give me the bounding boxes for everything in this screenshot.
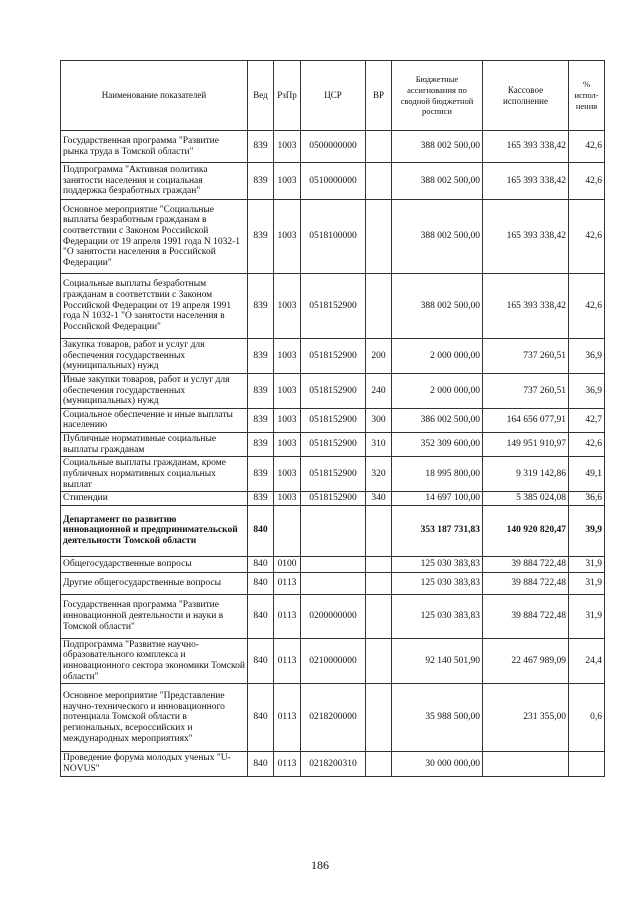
cell-rzpr: 1003 <box>274 433 301 457</box>
cell-ved: 839 <box>248 373 274 408</box>
cell-csr: 0510000000 <box>301 163 366 200</box>
cell-pct: 42,6 <box>569 163 605 200</box>
cell-cash: 165 393 338,42 <box>483 163 569 200</box>
cell-csr: 0518152900 <box>301 433 366 457</box>
cell-ved: 839 <box>248 457 274 492</box>
cell-budget: 125 030 383,83 <box>392 556 483 572</box>
cell-budget: 18 995 800,00 <box>392 457 483 492</box>
cell-csr: 0518152900 <box>301 274 366 339</box>
header-csr: ЦСР <box>301 61 366 131</box>
table-row <box>61 200 605 274</box>
cell-budget: 92 140 501,90 <box>392 638 483 684</box>
cell-csr: 0518152900 <box>301 457 366 492</box>
header-pct: % испол- нения <box>569 61 605 131</box>
cell-pct: 0,6 <box>569 684 605 752</box>
cell-budget: 35 988 500,00 <box>392 684 483 752</box>
cell-rzpr: 0113 <box>274 572 301 594</box>
cell-cash: 737 260,51 <box>483 339 569 374</box>
cell-pct: 42,6 <box>569 274 605 339</box>
cell-rzpr: 0113 <box>274 752 301 776</box>
header-budget: Бюджетные ассигнования по сводной бюджетной росписи <box>392 61 483 131</box>
cell-name: Проведение форума молодых ученых "U-NOVUS" <box>61 752 248 776</box>
cell-pct: 36,9 <box>569 339 605 374</box>
cell-name: Государственная программа "Развитие рынка труда в Томской области" <box>61 131 248 163</box>
cell-vr <box>366 163 392 200</box>
cell-ved: 840 <box>248 572 274 594</box>
cell-budget: 388 002 500,00 <box>392 163 483 200</box>
cell-name: Социальное обеспечение и иные выплаты населению <box>61 408 248 432</box>
cell-csr: 0210000000 <box>301 638 366 684</box>
table-row <box>61 684 605 752</box>
cell-pct: 49,1 <box>569 457 605 492</box>
cell-pct: 31,9 <box>569 594 605 638</box>
cell-ved: 840 <box>248 684 274 752</box>
cell-cash: 140 920 820,47 <box>483 505 569 556</box>
cell-vr: 200 <box>366 339 392 374</box>
table-row <box>61 572 605 594</box>
header-name: Наименование показателей <box>61 61 248 131</box>
cell-csr <box>301 505 366 556</box>
cell-budget: 30 000 000,00 <box>392 752 483 776</box>
budget-table <box>60 60 605 777</box>
cell-budget: 386 002 500,00 <box>392 408 483 432</box>
cell-name: Подпрограмма "Активная политика занятости населения и социальная поддержка безработных граждан" <box>61 163 248 200</box>
cell-name: Подпрограмма "Развитие научно-образовательного комплекса и инновационного сектора экономики Томской области" <box>61 638 248 684</box>
cell-rzpr: 1003 <box>274 163 301 200</box>
table-row <box>61 752 605 776</box>
cell-vr: 340 <box>366 492 392 506</box>
cell-csr: 0218200310 <box>301 752 366 776</box>
cell-cash: 39 884 722,48 <box>483 594 569 638</box>
cell-vr <box>366 594 392 638</box>
table-row <box>61 339 605 374</box>
cell-rzpr <box>274 505 301 556</box>
cell-cash: 39 884 722,48 <box>483 572 569 594</box>
cell-vr <box>366 505 392 556</box>
cell-name: Основное мероприятие "Представление научно-технического и инновационного потенциала Томской области в региональных, всероссийских и международных мероприятиях" <box>61 684 248 752</box>
cell-cash <box>483 752 569 776</box>
cell-pct: 36,9 <box>569 373 605 408</box>
cell-cash: 5 385 024,08 <box>483 492 569 506</box>
cell-pct: 36,6 <box>569 492 605 506</box>
header-cash: Кассовое исполнение <box>483 61 569 131</box>
page-number: 186 <box>311 858 329 872</box>
cell-ved: 840 <box>248 752 274 776</box>
cell-ved: 840 <box>248 594 274 638</box>
cell-vr: 320 <box>366 457 392 492</box>
cell-cash: 165 393 338,42 <box>483 200 569 274</box>
cell-vr <box>366 752 392 776</box>
cell-rzpr: 0113 <box>274 684 301 752</box>
cell-cash: 164 656 077,91 <box>483 408 569 432</box>
table-row <box>61 433 605 457</box>
cell-rzpr: 0100 <box>274 556 301 572</box>
cell-csr: 0500000000 <box>301 131 366 163</box>
cell-name: Стипендии <box>61 492 248 506</box>
cell-cash: 39 884 722,48 <box>483 556 569 572</box>
cell-ved: 840 <box>248 638 274 684</box>
cell-rzpr: 1003 <box>274 492 301 506</box>
cell-rzpr: 1003 <box>274 200 301 274</box>
cell-pct: 42,6 <box>569 200 605 274</box>
cell-budget: 352 309 600,00 <box>392 433 483 457</box>
cell-rzpr: 0113 <box>274 638 301 684</box>
cell-ved: 840 <box>248 556 274 572</box>
cell-budget: 125 030 383,83 <box>392 572 483 594</box>
cell-budget: 14 697 100,00 <box>392 492 483 506</box>
header-rzpr: РзПр <box>274 61 301 131</box>
table-row <box>61 492 605 506</box>
cell-rzpr: 0113 <box>274 594 301 638</box>
table-row <box>61 408 605 432</box>
cell-name: Закупка товаров, работ и услуг для обеспечения государственных (муниципальных) нужд <box>61 339 248 374</box>
table-row <box>61 457 605 492</box>
cell-csr <box>301 572 366 594</box>
cell-vr: 240 <box>366 373 392 408</box>
cell-budget: 2 000 000,00 <box>392 373 483 408</box>
cell-name: Государственная программа "Развитие инновационной деятельности и науки в Томской области" <box>61 594 248 638</box>
cell-rzpr: 1003 <box>274 131 301 163</box>
cell-budget: 388 002 500,00 <box>392 274 483 339</box>
cell-pct: 31,9 <box>569 556 605 572</box>
table-row <box>61 505 605 556</box>
cell-budget: 125 030 383,83 <box>392 594 483 638</box>
table-row <box>61 274 605 339</box>
cell-vr <box>366 274 392 339</box>
cell-csr: 0518100000 <box>301 200 366 274</box>
cell-name: Основное мероприятие "Социальные выплаты безработным гражданам в соответствии с Законом Российской Федерации от 19 апреля 1991 года N 1032-1 "О занятости населения в Российской Федерации" <box>61 200 248 274</box>
cell-cash: 22 467 989,09 <box>483 638 569 684</box>
cell-csr: 0518152900 <box>301 373 366 408</box>
cell-name: Департамент по развитию инновационной и предпринимательской деятельности Томской области <box>61 505 248 556</box>
cell-name: Социальные выплаты гражданам, кроме публичных нормативных социальных выплат <box>61 457 248 492</box>
cell-vr: 300 <box>366 408 392 432</box>
cell-ved: 839 <box>248 492 274 506</box>
cell-ved: 839 <box>248 131 274 163</box>
cell-pct: 42,6 <box>569 433 605 457</box>
cell-cash: 165 393 338,42 <box>483 131 569 163</box>
header-vr: ВР <box>366 61 392 131</box>
cell-ved: 839 <box>248 408 274 432</box>
cell-pct: 42,6 <box>569 131 605 163</box>
cell-name: Иные закупки товаров, работ и услуг для обеспечения государственных (муниципальных) нужд <box>61 373 248 408</box>
cell-pct: 42,7 <box>569 408 605 432</box>
table-row <box>61 594 605 638</box>
cell-ved: 839 <box>248 433 274 457</box>
cell-cash: 149 951 910,97 <box>483 433 569 457</box>
header-ved: Вед <box>248 61 274 131</box>
cell-ved: 839 <box>248 274 274 339</box>
cell-name: Общегосударственные вопросы <box>61 556 248 572</box>
cell-vr <box>366 556 392 572</box>
cell-pct: 24,4 <box>569 638 605 684</box>
table-row <box>61 638 605 684</box>
cell-ved: 839 <box>248 200 274 274</box>
cell-csr: 0518152900 <box>301 492 366 506</box>
cell-ved: 840 <box>248 505 274 556</box>
cell-rzpr: 1003 <box>274 339 301 374</box>
cell-cash: 9 319 142,86 <box>483 457 569 492</box>
cell-vr <box>366 638 392 684</box>
cell-pct: 39,9 <box>569 505 605 556</box>
cell-pct: 31,9 <box>569 572 605 594</box>
cell-cash: 737 260,51 <box>483 373 569 408</box>
cell-cash: 165 393 338,42 <box>483 274 569 339</box>
cell-csr: 0518152900 <box>301 408 366 432</box>
cell-ved: 839 <box>248 339 274 374</box>
cell-budget: 2 000 000,00 <box>392 339 483 374</box>
table-row <box>61 373 605 408</box>
cell-cash: 231 355,00 <box>483 684 569 752</box>
cell-vr <box>366 684 392 752</box>
table-row <box>61 556 605 572</box>
table-row <box>61 131 605 163</box>
cell-csr: 0200000000 <box>301 594 366 638</box>
cell-csr <box>301 556 366 572</box>
cell-csr: 0218200000 <box>301 684 366 752</box>
cell-csr: 0518152900 <box>301 339 366 374</box>
table-header-row <box>61 61 605 131</box>
cell-rzpr: 1003 <box>274 274 301 339</box>
cell-vr <box>366 200 392 274</box>
cell-rzpr: 1003 <box>274 408 301 432</box>
cell-rzpr: 1003 <box>274 457 301 492</box>
cell-budget: 388 002 500,00 <box>392 131 483 163</box>
cell-ved: 839 <box>248 163 274 200</box>
cell-name: Другие общегосударственные вопросы <box>61 572 248 594</box>
cell-vr: 310 <box>366 433 392 457</box>
table-row <box>61 163 605 200</box>
cell-vr <box>366 131 392 163</box>
cell-vr <box>366 572 392 594</box>
cell-budget: 353 187 731,83 <box>392 505 483 556</box>
cell-name: Социальные выплаты безработным гражданам в соответствии с Законом Российской Федерации от 19 апреля 1991 года N 1032-1 "О занятости населения в Российской Федерации" <box>61 274 248 339</box>
cell-budget: 388 002 500,00 <box>392 200 483 274</box>
cell-name: Публичные нормативные социальные выплаты гражданам <box>61 433 248 457</box>
cell-pct <box>569 752 605 776</box>
cell-rzpr: 1003 <box>274 373 301 408</box>
